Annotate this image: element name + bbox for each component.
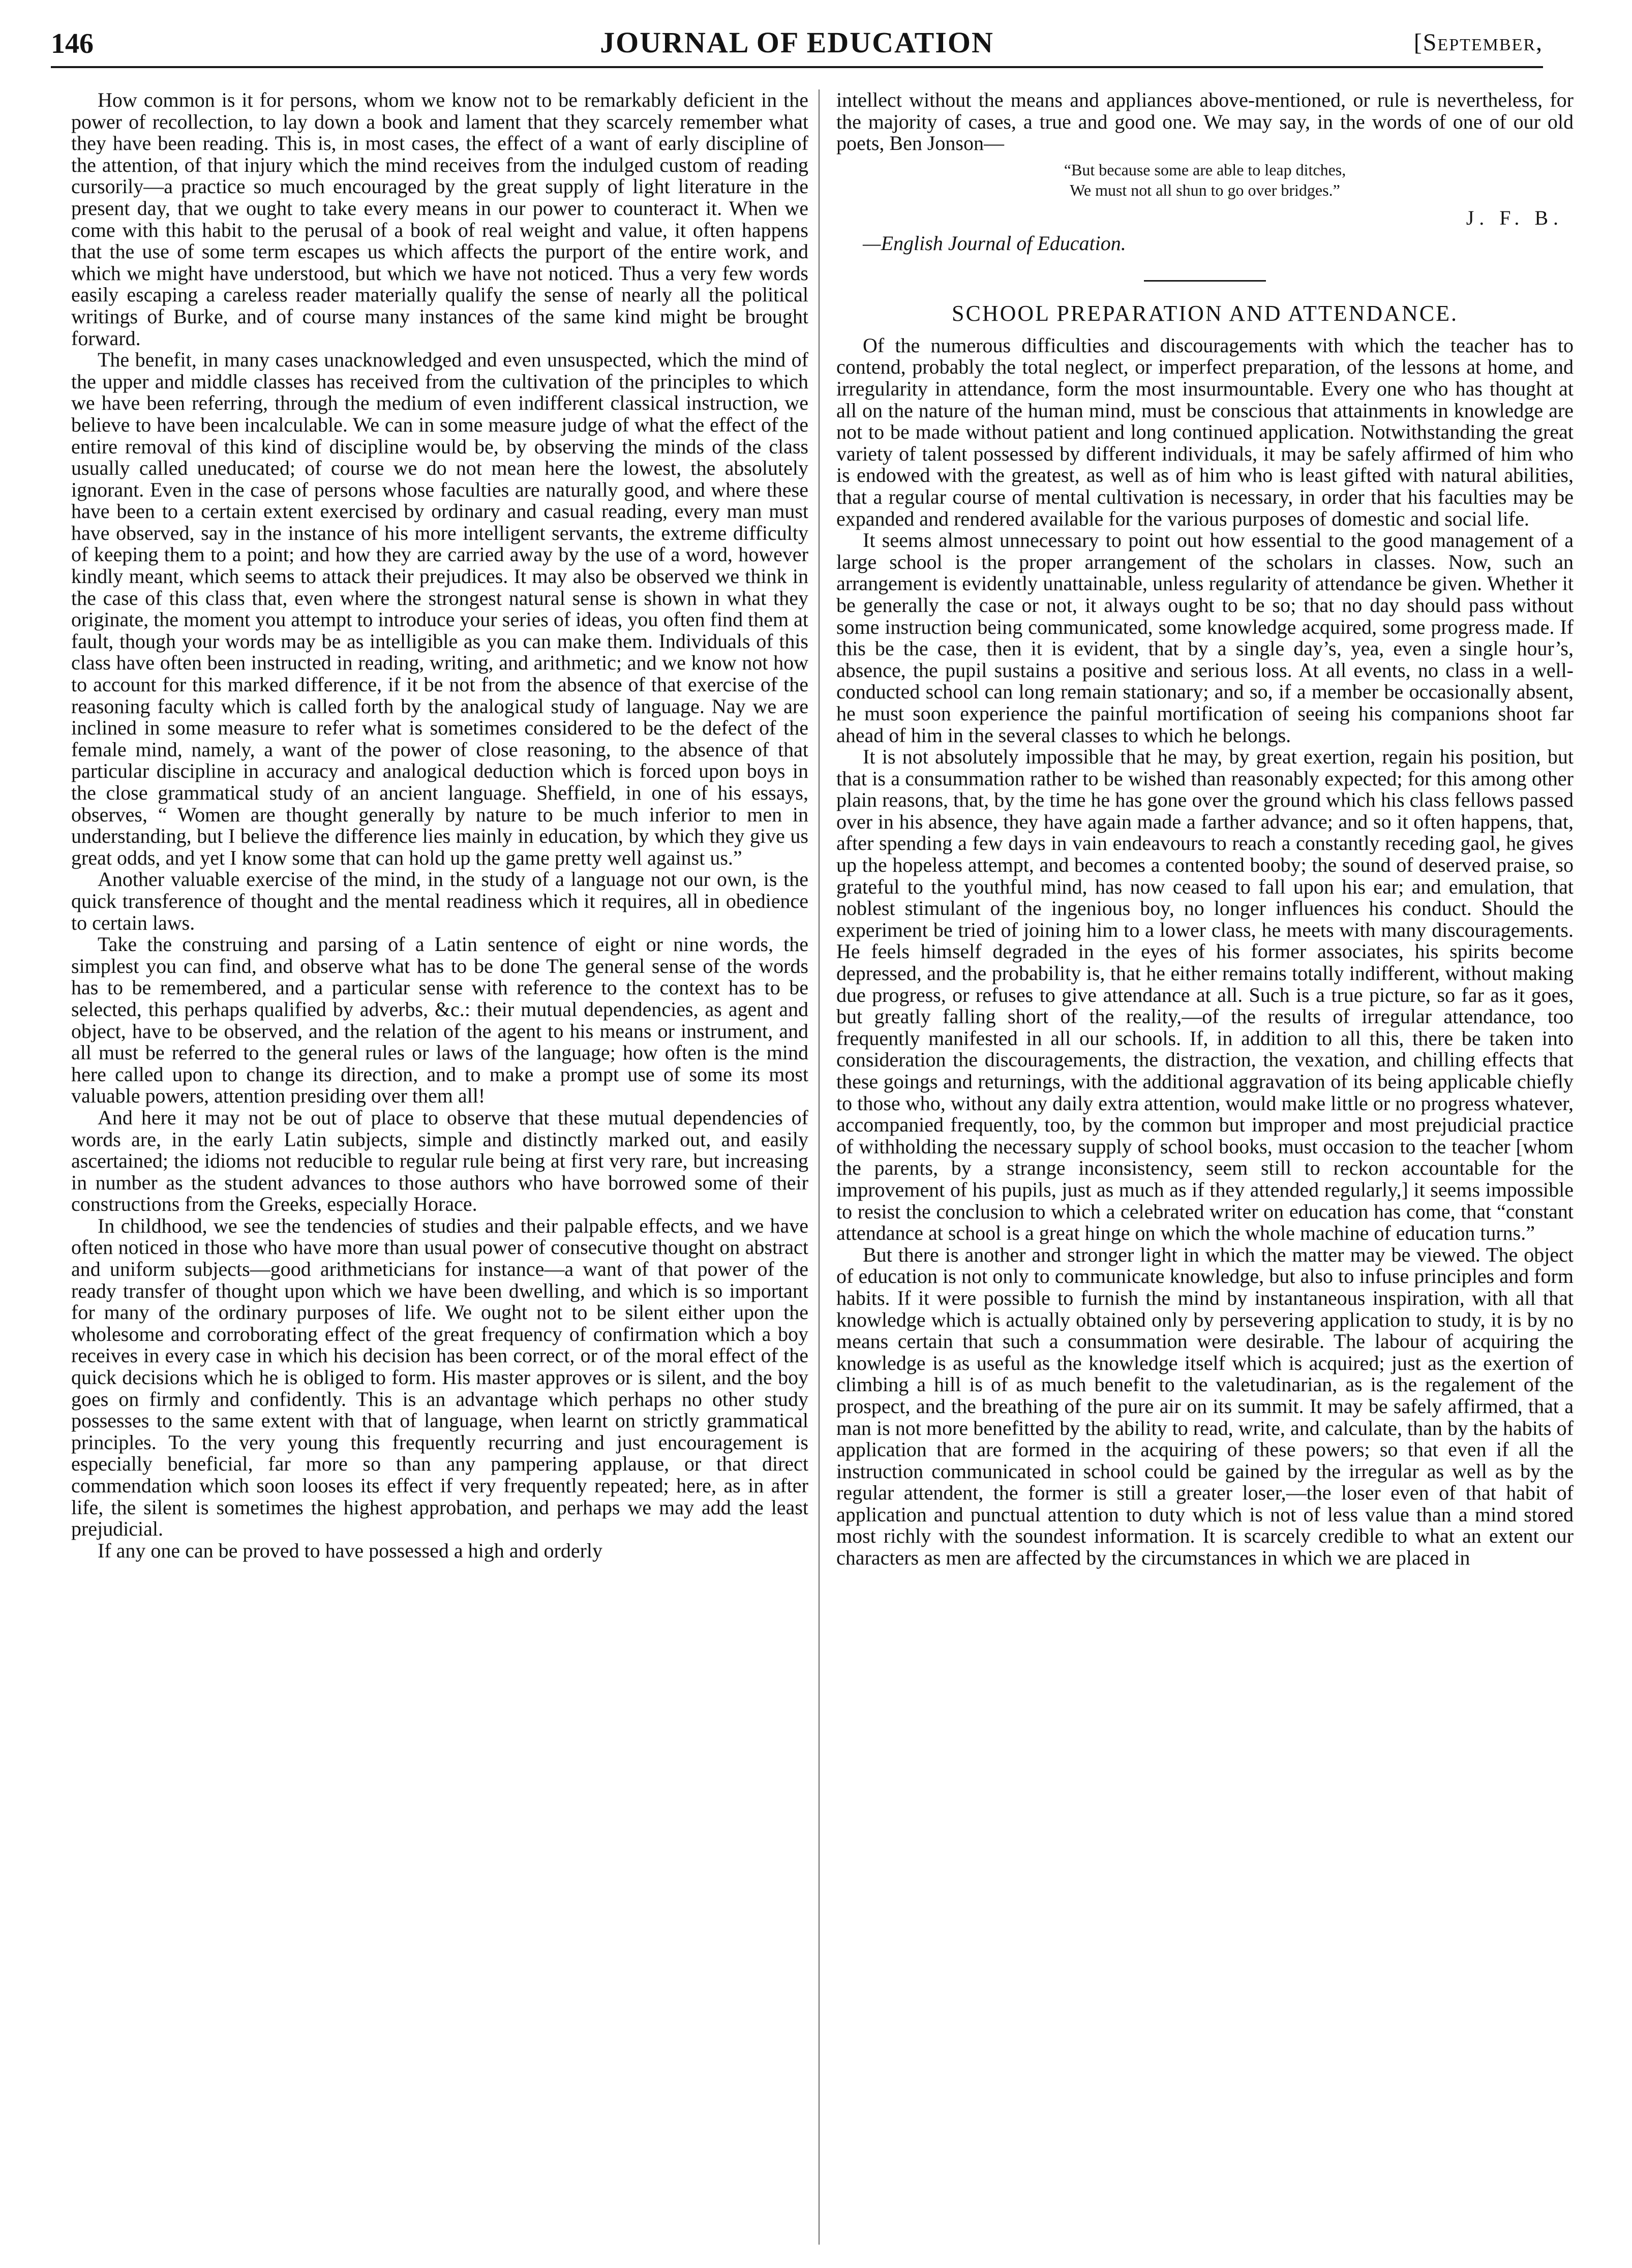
verse-line: “But because some are able to leap ditches,: [1064, 160, 1346, 179]
header-month: [September,: [1413, 29, 1543, 56]
paragraph: Take the construing and parsing of a Latin sentence of eight or nine words, the simplest you can find, and observe what has to be done The general sense of the words has to be remembered, and a particular sense with reference to the context has to be selected, this perhaps qualified by adverbs, &c.: their mutual dependencies, as agent and object, have to be observed, and the relation of the agent to his means or instrument, and all must be referred to the general rules or laws of the language; how often is the mind here called upon to change its direction, and to make a prompt use of some its most valuable powers, attention presiding over them all!: [71, 933, 808, 1108]
page-number: 146: [51, 28, 94, 59]
paragraph: Another valuable exercise of the mind, in the study of a language not our own, is the quick transference of thought and the mental readiness which it requires, all in obedience to certain laws.: [71, 868, 808, 934]
page-header: [51, 20, 1543, 68]
paragraph: But there is another and stronger light in which the matter may be viewed. The object of education is not only to communicate knowledge, but also to infuse principles and form habits. If it were possible to furnish the mind by instantaneous inspiration, with all that knowledge which is actually obtained only by persevering application to study, it is by no means certain that such a consummation were desirable. The labour of acquiring the knowledge is as useful as the knowledge itself which is acquired; just as the exertion of climbing a hill is of as much benefit to the valetudinarian, as is the regalement of the prospect, and the breathing of the pure air on its summit. It may be safely affirmed, that a man is not more benefitted by the ability to read, write, and calculate, than by the habits of application that are formed in the acquiring of these powers; so that even if all the instruction communicated in school could be gained by the irregular as well as by the regular attendent, the former is still a greater loser,—the loser even of that habit of application and punctual attention to duty which is not of less value than a mind stored most richly with the soundest information. It is scarcely credible to what an extent our characters as men are affected by the circumstances in which we are placed in: [836, 1243, 1574, 1570]
right-column: [836, 89, 1574, 2245]
continued-paragraph: intellect without the means and appliances above-mentioned, or rule is nevertheless, for the majority of cases, a true and good one. We may say, in the words of one of our old poets, Ben Jonson—: [836, 89, 1574, 155]
paragraph: It seems almost unnecessary to point out how essential to the good management of a large school is the proper arrangement of the scholars in classes. Now, such an arrangement is evidently unattainable, unless regularity of attendance be given. Whether it be generally the case or not, it always ought to be so; that no day should pass without some instruction being communicated, some knowledge acquired, some progress made. If this be the case, then it is evident, that by a single day’s, yea, even a single hour’s, absence, the pupil sustains a positive and serious loss. At all events, no class in a well-conducted school can long remain stationary; and so, if a member be occasionally absent, he must soon experience the painful mortification of seeing his companions shoot far ahead of him in the several classes to which he belongs.: [836, 529, 1574, 747]
verse-line: We must not all shun to go over bridges.”: [1070, 180, 1340, 199]
verse-quote: [836, 160, 1574, 200]
paragraph: If any one can be proved to have possessed a high and orderly: [98, 1539, 603, 1562]
column-divider: [819, 89, 820, 2245]
paragraph: It is not absolutely impossible that he may, by great exertion, regain his position, but that is a consummation rather to be wished than reasonably expected; for this among other plain reasons, that, by the time he has gone over the ground which his class fellows passed over in his absence, they have again made a farther advance; and so it often happens, that, after spending a few days in vain endeavours to reach a constantly receding gaol, he gives up the hopeless attempt, and becomes a contented booby; the sound of deserved praise, so grateful to the youthful mind, has now ceased to fall upon his ear; and emulation, that noblest stimulant of the ingenious boy, no longer influences his conduct. Should the experiment be tried of joining him to a lower class, he meets with many discouragements. He feels himself degraded in the eyes of his former associates, his spirits become depressed, and the probability is, that he either remains totally indifferent, without making due progress, or refuses to give attendance at all. Such is a true picture, so far as it goes, but greatly falling short of the reality,—of the results of irregular attendance, too frequently manifested in all our schools. If, in addition to all this, there be taken into consideration the discouragements, the distraction, the vexation, and chilling effects that these goings and returnings, with the additional aggravation of its being applicable chiefly to those who, without any daily extra attention, would make little or no progress whatever, accompanied frequently, too, by the common but improper and most prejudicial practice of withholding the necessary supply of school books, must occasion to the teacher [whom the parents, by a strange inconsistency, seem still to reckon accountable for the improvement of his pupils, just as much as if they attended regularly,] it seems impossible to resist the conclusion to which a celebrated writer on education has come, that “constant attendance at school is a great hinge on which the whole machine of education turns.”: [836, 745, 1574, 1245]
paragraph: The benefit, in many cases unacknowledged and even unsuspected, which the mind of the upper and middle classes has received from the cultivation of the principles to which we have been referring, through the medium of even indifferent classical instruction, we believe to have been incalculable. We can in some measure judge of what the effect of the entire removal of this kind of discipline would be, by observing the minds of the class usually called uneducated; of course we do not mean here the lowest, the absolutely ignorant. Even in the case of persons whose faculties are naturally good, and where these have been to a certain extent exercised by ordinary and casual reading, every man must have observed, say in the instance of his more intelligent servants, the extreme difficulty of keeping them to a point; and how they are carried away by the use of a word, however kindly meant, which seems to attack their prejudices. It may also be observed we think in the case of this class that, even where the strongest natural sense is shown in what they originate, the moment you attempt to introduce your series of ideas, you often find them at fault, though your words may be as intelligible as you can make them. Individuals of this class have often been instructed in reading, writing, and arithmetic; and we know not how to account for this marked difference, if it be not from the absence of that exercise of the reasoning faculty which is called forth by the analogical study of language. Nay we are inclined in some measure to refer what is sometimes considered to be the defect of the female mind, namely, a want of the power of close reasoning, to the absence of that particular discipline in accuracy and analogical deduction which is forced upon boys in the close grammatical study of an ancient language. Sheffield, in one of his essays, observes, “ Women are thought generally by nature to be much inferior to men in understanding, but I believe the difference lies mainly in education, by which they give us great odds, and yet I know some that can hold up the game pretty well against us.”: [71, 348, 808, 869]
left-column: [71, 89, 808, 2245]
author-signature: J. F. B.: [1466, 206, 1563, 229]
paragraph: How common is it for persons, whom we know not to be remarkably deficient in the power of recollection, to lay down a book and lament that they scarcely remember what they have been reading. This is, in most cases, the effect of a want of early discipline of the attention, of that injury which the mind receives from the indulged custom of reading cursorily—a practice so much encouraged by the great supply of light literature in the present day, that we ought to take every means in our power to counteract it. When we come with this habit to the perusal of a book of real weight and value, it often happens that the use of some term escapes us which affects the purport of the entire work, and which we might have understood, but which we have not noticed. Thus a very few words easily escaping a careless reader materially qualify the sense of nearly all the political writings of Burke, and of course many instances of the same kind might be brought forward.: [71, 89, 808, 350]
journal-title: JOURNAL OF EDUCATION: [600, 26, 994, 59]
section-rule: [1144, 280, 1266, 282]
source-attribution: —English Journal of Education.: [863, 232, 1126, 255]
paragraph: And here it may not be out of place to observe that these mutual dependencies of words are, in the early Latin subjects, simple and distinctly marked out, and easily ascertained; the idioms not reducible to regular rule being at first very rare, but increasing in number as the student advances to those authors who have borrowed some of their constructions from the Greeks, especially Horace.: [71, 1106, 808, 1216]
section-title: SCHOOL PREPARATION AND ATTENDANCE.: [952, 300, 1458, 326]
paragraph: In childhood, we see the tendencies of studies and their palpable effects, and we have often noticed in those who have more than usual power of consecutive thought on abstract and uniform subjects—good arithmeticians for instance—a want of that power of the ready transfer of thought upon which we have been dwelling, and which is so important for many of the ordinary purposes of life. We ought not to be silent either upon the wholesome and corroborating effect of the great frequency of confirmation which a boy receives in every case in which his decision has been correct, or of the moral effect of the quick decisions which he is obliged to form. His master approves or is silent, and the boy goes on firmly and confidently. This is an advantage which perhaps no other study possesses to the same extent with that of language, when learnt on strictly grammatical principles. To the very young this frequently recurring and just encouragement is especially beneficial, far more so than any pampering applause, or that direct commendation which soon looses its effect if very frequently repeated; here, as in after life, the silent is sometimes the highest approbation, and perhaps we may add the least prejudicial.: [71, 1214, 808, 1541]
paragraph: Of the numerous difficulties and discouragements with which the teacher has to contend, probably the total neglect, or imperfect preparation, of the lessons at home, and irregularity in attendance, form the most insurmountable. Every one who has thought at all on the nature of the human mind, must be conscious that attainments in knowledge are not to be made without patient and long continued application. Notwithstanding the great variety of talent possessed by different individuals, it may be safely affirmed of him who is endowed with the greatest, as well as of him who is least gifted with natural abilities, that a regular course of mental cultivation is necessary, in order that his faculties may be expanded and rendered available for the various purposes of domestic and social life.: [836, 333, 1574, 530]
